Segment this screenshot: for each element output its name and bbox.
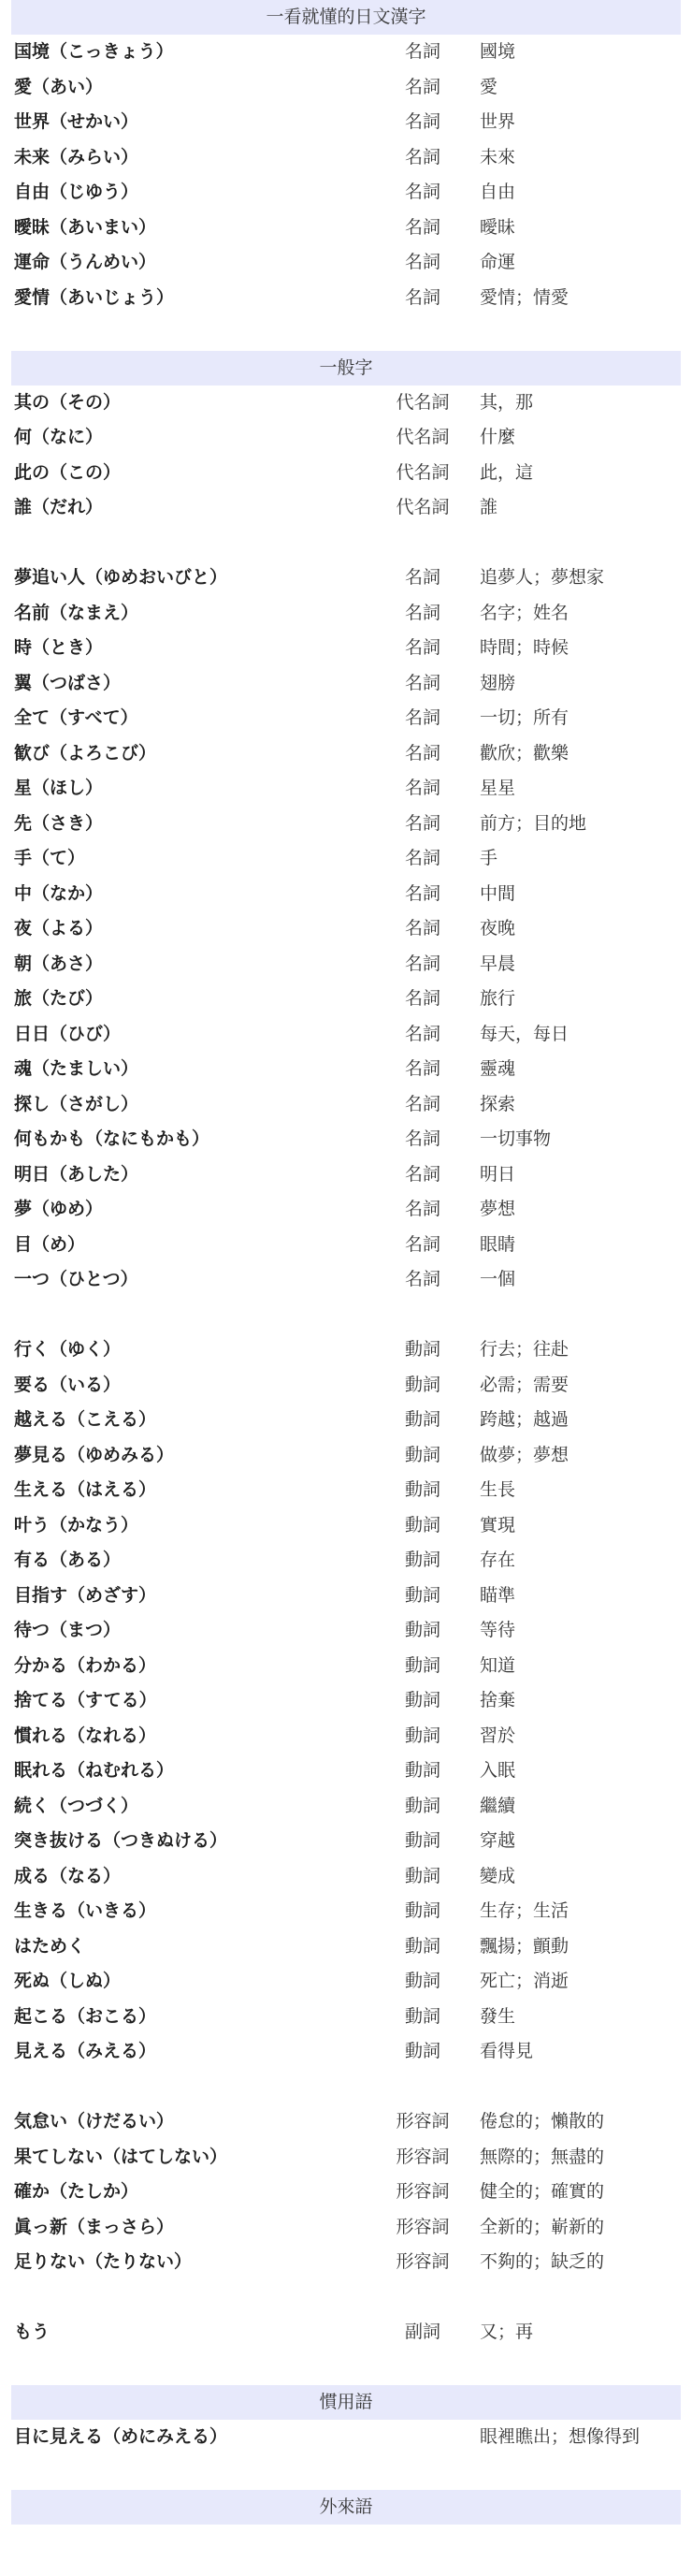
vocab-row	[11, 2315, 681, 2350]
vocab-word: 愛情（あいじょう）	[14, 286, 175, 308]
part-of-speech: 名詞	[404, 918, 440, 939]
vocab-meaning: 翅膀	[480, 672, 516, 693]
vocab-meaning: 每天，每日	[480, 1023, 569, 1044]
part-of-speech: 名詞	[404, 988, 440, 1009]
vocab-word: はためく	[14, 1935, 86, 1957]
part-of-speech: 代名詞	[396, 427, 450, 447]
vocab-row	[11, 596, 681, 632]
section-gap	[11, 2455, 681, 2491]
vocab-meaning: 愛情；情愛	[480, 286, 569, 308]
vocab-meaning: 無際的；無盡的	[480, 2146, 605, 2167]
part-of-speech: 形容詞	[396, 2181, 450, 2202]
section-header: 一般字	[11, 351, 681, 386]
vocab-row	[11, 877, 681, 912]
vocab-meaning: 國境	[480, 41, 516, 62]
vocab-word: 愛（あい）	[14, 76, 104, 97]
vocab-meaning: 命運	[480, 252, 516, 272]
vocab-row	[11, 666, 681, 702]
vocab-word: 旅（たび）	[14, 988, 104, 1009]
vocab-word: 分かる（わかる）	[14, 1654, 157, 1676]
vocab-row	[11, 1403, 681, 1438]
vocab-row	[11, 1228, 681, 1263]
vocab-meaning: 歡欣；歡樂	[480, 742, 569, 764]
section-header: 外來語	[11, 2490, 681, 2525]
part-of-speech: 名詞	[404, 1269, 440, 1289]
vocab-word: 手（て）	[14, 848, 86, 868]
vocab-word: 歓び（よろこび）	[14, 742, 157, 764]
vocab-word: 捨てる（すてる）	[14, 1690, 157, 1710]
vocab-meaning: 習於	[480, 1725, 516, 1746]
vocab-word: 星（ほし）	[14, 778, 104, 798]
vocab-row	[11, 105, 681, 140]
vocab-row	[11, 175, 681, 211]
vocab-word: 叶う（かなう）	[14, 1514, 139, 1535]
part-of-speech: 名詞	[404, 252, 440, 272]
part-of-speech: 動詞	[404, 1971, 440, 1991]
vocab-meaning: 追夢人；夢想家	[480, 567, 605, 588]
vocab-word: 起こる（おこる）	[14, 2005, 157, 2027]
vocab-word: 行く（ゆく）	[14, 1339, 122, 1360]
vocab-word: 夜（よる）	[14, 918, 104, 939]
vocab-meaning: 生長	[480, 1479, 516, 1500]
vocab-word: 要る（いる）	[14, 1374, 122, 1395]
vocab-word: 魂（たましい）	[14, 1058, 139, 1079]
vocab-section	[11, 2455, 681, 2525]
vocab-meaning: 繼續	[480, 1795, 516, 1816]
group-gap	[11, 2280, 681, 2316]
part-of-speech: 動詞	[404, 1374, 440, 1395]
vocab-row	[11, 1964, 681, 2000]
vocab-row	[11, 1543, 681, 1579]
vocab-word: 名前（なまえ）	[14, 602, 139, 623]
vocab-meaning: 入眠	[480, 1760, 516, 1781]
part-of-speech: 名詞	[404, 41, 440, 62]
vocab-row	[11, 2210, 681, 2246]
vocab-meaning: 眼睛	[480, 1233, 516, 1255]
vocab-meaning: 變成	[480, 1865, 516, 1886]
vocab-word: 曖昧（あいまい）	[14, 216, 157, 238]
vocab-word: 生きる（いきる）	[14, 1900, 157, 1921]
vocab-row	[11, 1719, 681, 1754]
vocab-row	[11, 1192, 681, 1228]
part-of-speech: 名詞	[404, 567, 440, 588]
vocab-row	[11, 2420, 681, 2455]
vocab-row	[11, 1929, 681, 1965]
part-of-speech: 名詞	[404, 1093, 440, 1114]
vocab-word: 眞っ新（まっさら）	[14, 2216, 175, 2237]
part-of-speech: 動詞	[404, 1935, 440, 1957]
vocab-row	[11, 631, 681, 666]
vocab-word: 夢追い人（ゆめおいびと）	[14, 567, 228, 588]
vocab-meaning: 跨越；越過	[480, 1409, 569, 1430]
part-of-speech: 名詞	[404, 1058, 440, 1079]
part-of-speech: 動詞	[404, 1479, 440, 1500]
vocab-meaning: 一個	[480, 1269, 516, 1289]
vocab-meaning: 夜晚	[480, 918, 516, 939]
part-of-speech: 名詞	[404, 602, 440, 623]
vocab-row	[11, 1438, 681, 1474]
part-of-speech: 名詞	[404, 182, 440, 202]
vocab-word: 成る（なる）	[14, 1865, 122, 1886]
vocab-meaning: 曖昧	[480, 216, 516, 238]
part-of-speech: 名詞	[404, 672, 440, 693]
section-header: 一看就懂的日文漢字	[11, 0, 681, 35]
vocab-row	[11, 1649, 681, 1684]
vocab-row	[11, 386, 681, 421]
vocab-word: 翼（つばさ）	[14, 672, 122, 693]
section-gap	[11, 315, 681, 351]
part-of-speech: 名詞	[404, 1023, 440, 1044]
vocab-word: 何（なに）	[14, 427, 104, 447]
vocab-meaning: 探索	[480, 1093, 516, 1114]
part-of-speech: 形容詞	[396, 2216, 450, 2237]
part-of-speech: 動詞	[404, 2005, 440, 2027]
part-of-speech: 動詞	[404, 2041, 440, 2061]
vocab-word: 慣れる（なれる）	[14, 1725, 157, 1746]
part-of-speech: 動詞	[404, 1725, 440, 1746]
vocab-row	[11, 1122, 681, 1157]
vocab-meaning: 其，那	[480, 391, 534, 413]
vocab-row	[11, 1789, 681, 1825]
vocab-meaning: 靈魂	[480, 1058, 516, 1079]
vocab-row	[11, 211, 681, 246]
part-of-speech: 名詞	[404, 812, 440, 834]
vocab-meaning: 死亡；消逝	[480, 1971, 569, 1991]
vocab-meaning: 愛	[480, 76, 498, 97]
vocab-word: 続く（つづく）	[14, 1795, 139, 1816]
part-of-speech: 名詞	[404, 1128, 440, 1149]
vocab-word: 死ぬ（しぬ）	[14, 1971, 122, 1991]
part-of-speech: 名詞	[404, 848, 440, 868]
vocab-row	[11, 1859, 681, 1895]
vocab-meaning: 做夢；夢想	[480, 1444, 569, 1465]
part-of-speech: 動詞	[404, 1584, 440, 1606]
vocab-word: 国境（こっきょう）	[14, 41, 174, 62]
vocab-row	[11, 736, 681, 772]
part-of-speech: 動詞	[404, 1900, 440, 1921]
vocab-word: 果てしない（はてしない）	[14, 2146, 228, 2167]
vocab-meaning: 未來	[480, 146, 516, 167]
part-of-speech: 動詞	[404, 1795, 440, 1816]
vocab-row	[11, 2140, 681, 2176]
vocab-meaning: 發生	[480, 2005, 516, 2027]
vocab-word: 明日（あした）	[14, 1163, 139, 1185]
vocab-row	[11, 1508, 681, 1544]
vocab-meaning: 看得見	[480, 2041, 534, 2061]
vocab-row	[11, 1157, 681, 1193]
vocab-word: 朝（あさ）	[14, 953, 104, 974]
vocab-word: 眠れる（ねむれる）	[14, 1760, 175, 1781]
vocab-meaning: 時間；時候	[480, 637, 569, 658]
part-of-speech: 動詞	[404, 1339, 440, 1360]
part-of-speech: 名詞	[404, 742, 440, 764]
vocab-meaning: 手	[480, 848, 498, 868]
part-of-speech: 代名詞	[396, 497, 450, 517]
vocab-meaning: 中間	[480, 882, 516, 904]
part-of-speech: 動詞	[404, 1654, 440, 1676]
vocab-row	[11, 2104, 681, 2140]
vocab-meaning: 倦怠的；懶散的	[480, 2111, 605, 2132]
part-of-speech: 動詞	[404, 1514, 440, 1535]
vocab-word: 見える（みえる）	[14, 2041, 157, 2061]
vocab-row	[11, 771, 681, 807]
vocab-word: 未来（みらい）	[14, 146, 139, 167]
vocab-meaning: 旅行	[480, 988, 516, 1009]
part-of-speech: 名詞	[404, 778, 440, 798]
vocab-word: 時（とき）	[14, 637, 104, 658]
vocab-row	[11, 1332, 681, 1368]
vocab-word: もう	[14, 2321, 50, 2342]
vocab-meaning: 名字；姓名	[480, 602, 569, 623]
vocab-meaning: 此，這	[480, 461, 534, 483]
vocab-row	[11, 947, 681, 982]
group-gap	[11, 2070, 681, 2105]
vocab-word: 突き抜ける（つきぬける）	[14, 1830, 228, 1851]
vocab-meaning: 什麼	[480, 427, 516, 447]
vocab-row	[11, 2000, 681, 2035]
vocab-row	[11, 35, 681, 70]
vocab-row	[11, 456, 681, 491]
vocab-meaning: 又；再	[480, 2321, 534, 2342]
part-of-speech: 名詞	[404, 953, 440, 974]
vocab-row	[11, 841, 681, 877]
part-of-speech: 代名詞	[396, 391, 450, 413]
vocab-word: 誰（だれ）	[14, 497, 104, 517]
vocab-word: 自由（じゆう）	[14, 182, 139, 202]
vocab-meaning: 誰	[480, 497, 498, 517]
vocab-row	[11, 560, 681, 596]
part-of-speech: 動詞	[404, 1760, 440, 1781]
vocab-section	[11, 2350, 681, 2455]
vocab-word: 何もかも（なにもかも）	[14, 1128, 210, 1149]
part-of-speech: 動詞	[404, 1444, 440, 1465]
section-header: 慣用語	[11, 2385, 681, 2420]
vocab-word: 日日（ひび）	[14, 1023, 122, 1044]
vocab-row	[11, 1894, 681, 1929]
part-of-speech: 名詞	[404, 1233, 440, 1255]
vocab-row	[11, 1017, 681, 1053]
vocab-row	[11, 1262, 681, 1298]
vocab-word: 目に見える（めにみえる）	[14, 2426, 228, 2447]
vocab-word: 世界（せかい）	[14, 111, 139, 132]
vocab-row	[11, 281, 681, 316]
vocab-meaning: 生存；生活	[480, 1900, 569, 1921]
part-of-speech: 形容詞	[396, 2251, 450, 2272]
part-of-speech	[382, 2420, 463, 2455]
vocab-meaning: 夢想	[480, 1199, 516, 1219]
vocab-word: 探し（さがし）	[14, 1093, 139, 1114]
vocab-row	[11, 2034, 681, 2070]
vocab-meaning: 健全的；確實的	[480, 2181, 605, 2202]
part-of-speech: 形容詞	[396, 2146, 450, 2167]
vocab-meaning: 世界	[480, 111, 516, 132]
part-of-speech: 名詞	[404, 1163, 440, 1185]
vocab-row	[11, 1579, 681, 1614]
vocab-row	[11, 701, 681, 736]
vocab-meaning: 一切事物	[480, 1128, 552, 1149]
part-of-speech: 名詞	[404, 707, 440, 728]
vocab-row	[11, 1368, 681, 1404]
vocab-meaning: 瞄準	[480, 1584, 516, 1606]
vocab-meaning: 知道	[480, 1654, 516, 1676]
part-of-speech: 名詞	[404, 216, 440, 238]
vocab-word: 確か（たしか）	[14, 2181, 139, 2202]
vocab-meaning: 行去；往赴	[480, 1339, 569, 1360]
vocab-meaning: 眼裡瞧出；想像得到	[480, 2426, 641, 2447]
vocab-row	[11, 1087, 681, 1123]
vocab-row	[11, 2245, 681, 2280]
part-of-speech: 代名詞	[396, 461, 450, 483]
vocab-meaning: 自由	[480, 182, 516, 202]
vocab-meaning: 全新的；嶄新的	[480, 2216, 605, 2237]
vocab-meaning: 捨棄	[480, 1690, 516, 1710]
vocab-word: 全て（すべて）	[14, 707, 138, 728]
vocab-row	[11, 911, 681, 947]
vocab-word: 此の（この）	[14, 461, 122, 483]
vocab-word: 足りない（たりない）	[14, 2251, 193, 2272]
vocab-meaning: 穿越	[480, 1830, 516, 1851]
vocab-word: 有る（ある）	[14, 1550, 122, 1570]
vocab-row	[11, 2175, 681, 2210]
vocab-meaning: 存在	[480, 1550, 516, 1570]
vocab-meaning: 實現	[480, 1514, 516, 1535]
section-gap	[11, 2350, 681, 2386]
part-of-speech: 名詞	[404, 76, 440, 97]
vocab-meaning: 明日	[480, 1163, 516, 1185]
vocab-word: 夢見る（ゆめみる）	[14, 1444, 175, 1465]
vocab-word: 気怠い（けだるい）	[14, 2111, 175, 2132]
vocab-meaning: 飄揚；顫動	[480, 1935, 569, 1957]
vocab-row	[11, 807, 681, 842]
group-gap	[11, 1298, 681, 1333]
vocab-section	[11, 315, 681, 2350]
vocab-meaning: 前方；目的地	[480, 812, 587, 834]
part-of-speech: 名詞	[404, 146, 440, 167]
vocab-meaning: 不夠的；缺乏的	[480, 2251, 605, 2272]
part-of-speech: 名詞	[404, 286, 440, 308]
vocab-word: 生える（はえる）	[14, 1479, 157, 1500]
vocab-meaning: 必需；需要	[480, 1374, 569, 1395]
vocab-meaning: 一切；所有	[480, 707, 569, 728]
vocab-word: 其の（その）	[14, 391, 122, 413]
part-of-speech: 動詞	[404, 1409, 440, 1430]
part-of-speech: 動詞	[404, 1620, 440, 1640]
vocab-row	[11, 1052, 681, 1087]
part-of-speech: 名詞	[404, 111, 440, 132]
vocab-meaning: 早晨	[480, 953, 516, 974]
vocab-word: 中（なか）	[14, 882, 104, 904]
part-of-speech: 動詞	[404, 1865, 440, 1886]
vocab-row	[11, 1473, 681, 1508]
vocab-word: 運命（うんめい）	[14, 252, 157, 272]
vocab-word: 先（さき）	[14, 812, 104, 834]
vocab-meaning: 等待	[480, 1620, 516, 1640]
vocab-row	[11, 245, 681, 281]
part-of-speech: 副詞	[404, 2321, 440, 2342]
vocab-section	[11, 0, 681, 315]
vocab-row	[11, 1613, 681, 1649]
part-of-speech: 名詞	[404, 882, 440, 904]
group-gap	[11, 526, 681, 561]
vocab-word: 一つ（ひとつ）	[14, 1269, 138, 1289]
part-of-speech: 名詞	[404, 1199, 440, 1219]
vocab-word: 目指す（めざす）	[14, 1584, 157, 1606]
vocab-row	[11, 982, 681, 1017]
part-of-speech: 動詞	[404, 1690, 440, 1710]
vocab-row	[11, 420, 681, 456]
vocab-row	[11, 140, 681, 176]
vocab-meaning: 星星	[480, 778, 516, 798]
vocab-row	[11, 1754, 681, 1789]
vocab-word: 越える（こえる）	[14, 1409, 157, 1430]
vocab-row	[11, 490, 681, 526]
vocab-word: 待つ（まつ）	[14, 1620, 122, 1640]
part-of-speech: 名詞	[404, 637, 440, 658]
part-of-speech: 動詞	[404, 1550, 440, 1570]
vocab-word: 目（め）	[14, 1233, 86, 1255]
vocab-row	[11, 1824, 681, 1859]
part-of-speech: 動詞	[404, 1830, 440, 1851]
vocab-word: 夢（ゆめ）	[14, 1199, 104, 1219]
part-of-speech: 形容詞	[396, 2111, 450, 2132]
vocab-row	[11, 70, 681, 106]
vocab-row	[11, 1683, 681, 1719]
